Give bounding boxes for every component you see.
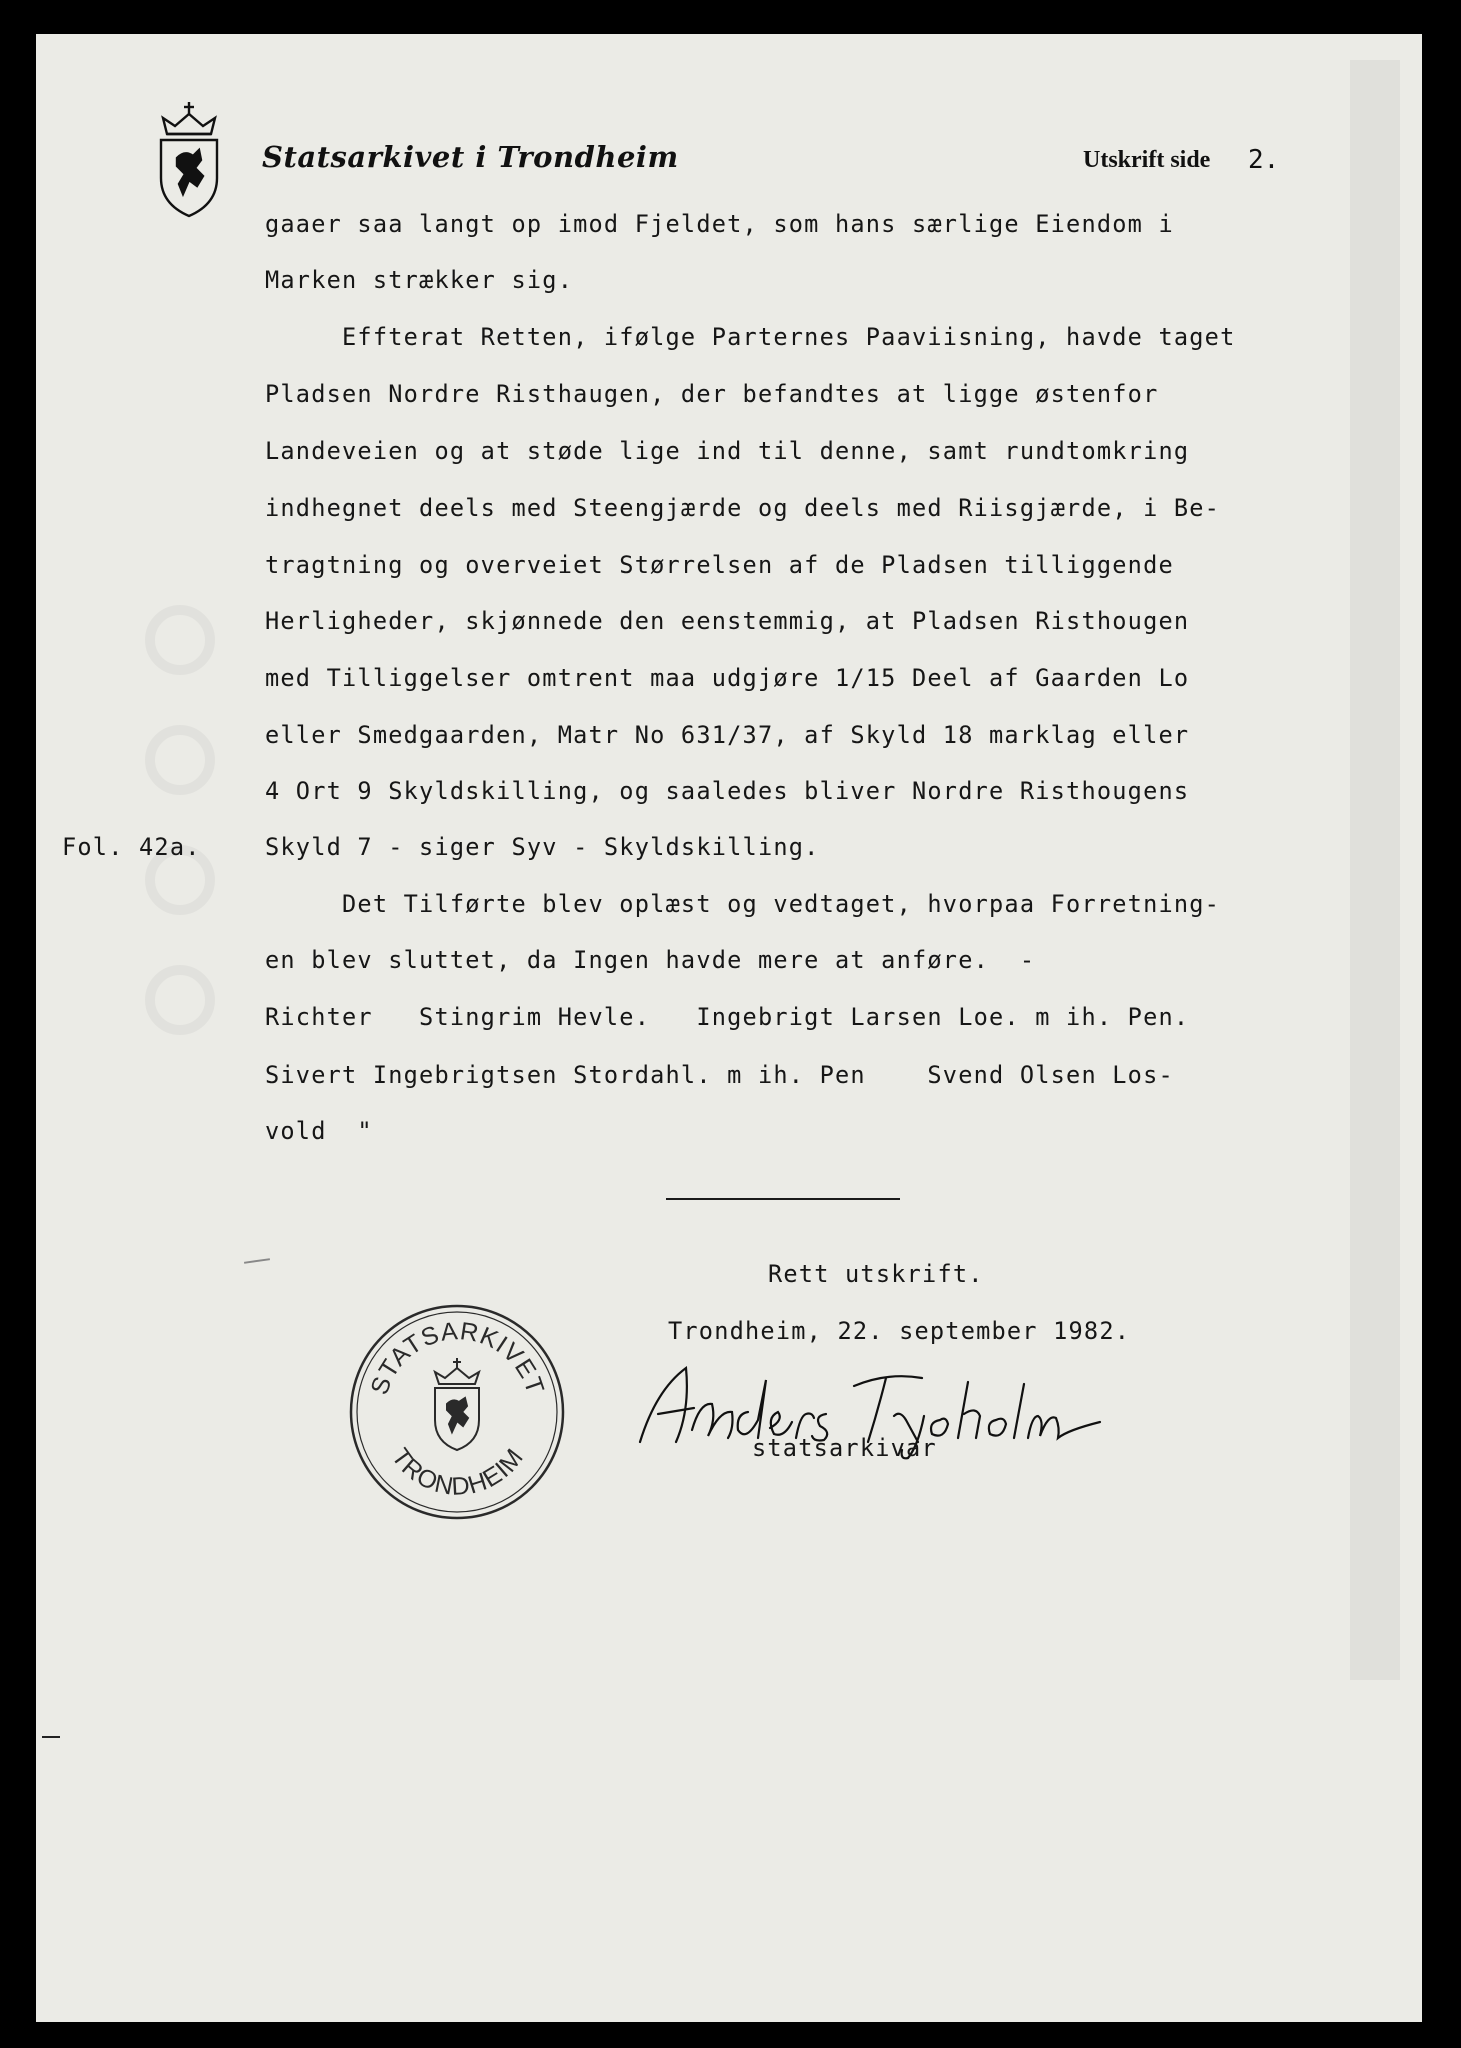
text-line: Sivert Ingebrigtsen Stordahl. m ih. Pen Svend Olsen Los- — [265, 1061, 1174, 1089]
stamp-bottom-text: TRONDHEIM — [385, 1442, 530, 1501]
text-line: 4 Ort 9 Skyldskilling, og saaledes bliver Nordre Risthougens — [265, 777, 1190, 805]
page-number: 2. — [1248, 145, 1280, 175]
text-line: tragtning og overveiet Størrelsen af de Pladsen tilliggende — [265, 551, 1174, 579]
edge-mark — [42, 1736, 60, 1738]
signatory-title: statsarkivar — [752, 1434, 937, 1462]
text-line: gaaer saa langt op imod Fjeldet, som hans særlige Eiendom i — [265, 210, 1174, 238]
text-line: med Tilliggelser omtrent maa udgjøre 1/15 Deel af Gaarden Lo — [265, 664, 1190, 692]
text-line: Richter Stingrim Hevle. Ingebrigt Larsen Loe. m ih. Pen. — [265, 1003, 1190, 1031]
text-line: indhegnet deels med Steengjærde og deels med Riisgjærde, i Be- — [265, 494, 1221, 522]
archive-stamp — [345, 1300, 570, 1525]
text-line: Marken strækker sig. — [265, 266, 574, 294]
text-line: eller Smedgaarden, Matr No 631/37, af Skyld 18 marklag eller — [265, 721, 1190, 749]
page-label: Utskrift side — [1083, 147, 1211, 173]
certification-text: Rett utskrift. — [768, 1260, 984, 1288]
watermark-bleed — [1340, 60, 1410, 1680]
text-line: Landeveien og at støde lige ind til denne, samt rundtomkring — [265, 437, 1190, 465]
text-line: en blev sluttet, da Ingen havde mere at anføre. - — [265, 946, 1036, 974]
text-line: Effterat Retten, ifølge Parternes Paaviisning, havde taget — [265, 323, 1236, 351]
text-line: vold " — [265, 1117, 373, 1145]
text-line: Det Tilførte blev oplæst og vedtaget, hvorpaa Forretning- — [265, 890, 1221, 918]
svg-text:TRONDHEIM — [386, 1443, 529, 1501]
institution-name: Statsarkivet i Trondheim — [262, 140, 679, 174]
signature-text: Anders Tyholm — [868, 1398, 976, 1414]
norwegian-coat-of-arms-icon — [155, 100, 223, 220]
norwegian-coat-of-arms-icon — [435, 1358, 479, 1450]
stamp-top-text: STATSARKIVET — [365, 1317, 550, 1399]
text-line: Pladsen Nordre Risthaugen, der befandtes at ligge østenfor — [265, 380, 1159, 408]
folio-margin-note: Fol. 42a. — [62, 833, 201, 861]
place-date: Trondheim, 22. september 1982. — [668, 1317, 1131, 1345]
separator-rule — [666, 1198, 900, 1200]
text-line: Skyld 7 - siger Syv - Skyldskilling. — [265, 833, 820, 861]
text-line: Herligheder, skjønnede den eenstemmig, at Pladsen Risthougen — [265, 607, 1190, 635]
